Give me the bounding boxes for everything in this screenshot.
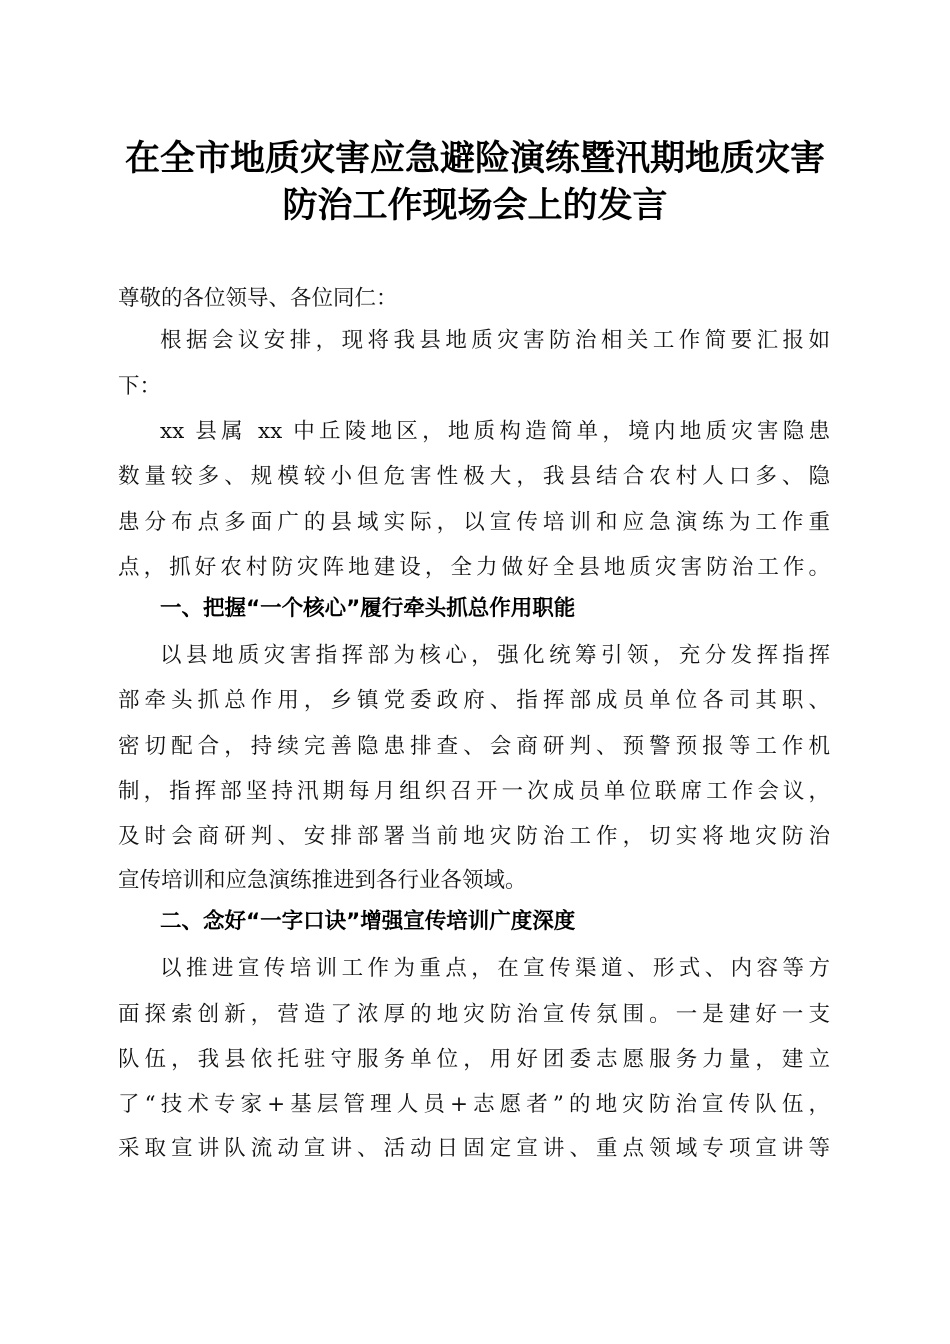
section-2-line: 队伍，我县依托驻守服务单位，用好团委志愿服务力量，建立: [118, 1047, 830, 1072]
section-1-line: 及时会商研判、安排部署当前地灾防治工作，切实将地灾防治: [118, 824, 830, 849]
section-2-line: 了“技术专家+基层管理人员+志愿者”的地灾防治宣传队伍，: [118, 1092, 830, 1117]
overview-line: 数量较多、规模较小但危害性极大，我县结合农村人口多、隐: [118, 464, 830, 489]
section-2-line: 以推进宣传培训工作为重点，在宣传渠道、形式、内容等方: [160, 956, 830, 981]
overview-line: 点，抓好农村防灾阵地建设，全力做好全县地质灾害防治工作。: [118, 555, 830, 580]
document-title-line-1: 在全市地质灾害应急避险演练暨汛期地质灾害: [124, 138, 825, 179]
section-1-heading: 一、把握“一个核心”履行牵头抓总作用职能: [160, 596, 576, 621]
salutation: 尊敬的各位领导、各位同仁：: [118, 286, 398, 311]
section-2-heading: 二、念好“一字口诀”增强宣传培训广度深度: [160, 909, 576, 934]
intro-line: 下：: [118, 374, 162, 399]
overview-line: 患分布点多面广的县域实际，以宣传培训和应急演练为工作重: [118, 510, 830, 535]
section-1-line: 密切配合，持续完善隐患排查、会商研判、预警预报等工作机: [118, 734, 830, 759]
section-1-line: 以县地质灾害指挥部为核心，强化统筹引领，充分发挥指挥: [160, 643, 830, 668]
document-title-line-2: 防治工作现场会上的发言: [282, 185, 668, 226]
overview-line: xx 县属 xx 中丘陵地区，地质构造简单，境内地质灾害隐患: [160, 419, 830, 444]
section-1-line: 制，指挥部坚持汛期每月组织召开一次成员单位联席工作会议，: [118, 779, 830, 804]
section-1-line: 部牵头抓总作用，乡镇党委政府、指挥部成员单位各司其职、: [118, 688, 830, 713]
intro-line: 根据会议安排，现将我县地质灾害防治相关工作简要汇报如: [160, 328, 830, 353]
section-2-line: 采取宣讲队流动宣讲、活动日固定宣讲、重点领域专项宣讲等: [118, 1136, 830, 1161]
section-2-line: 面探索创新，营造了浓厚的地灾防治宣传氛围。一是建好一支: [118, 1002, 830, 1027]
section-1-line: 宣传培训和应急演练推进到各行业各领域。: [118, 868, 527, 893]
